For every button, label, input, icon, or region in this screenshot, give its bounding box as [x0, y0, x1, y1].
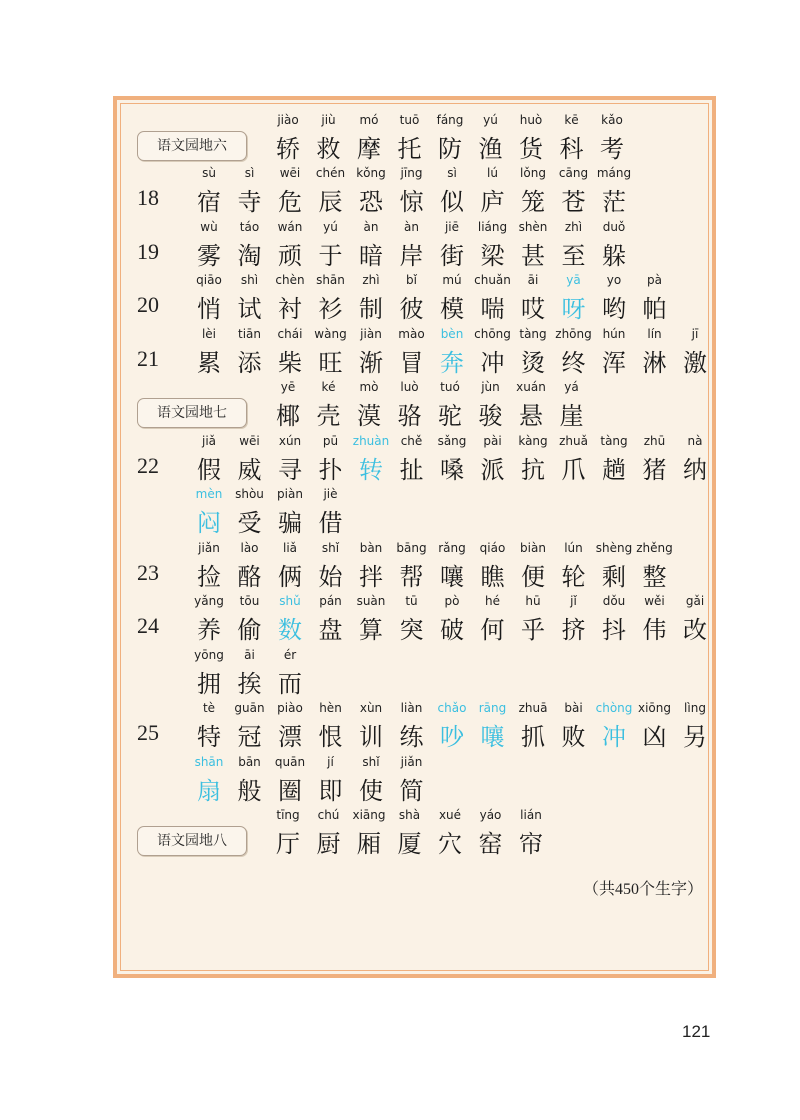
- hanzi: 激: [683, 349, 707, 377]
- hanzi: 骆: [397, 402, 422, 430]
- character-cell: [550, 380, 594, 428]
- pinyin: liǎ: [282, 541, 298, 555]
- character-cell: [673, 327, 717, 375]
- hanzi: 而: [278, 670, 302, 698]
- character-cell: [673, 701, 717, 749]
- pinyin: wán: [277, 220, 303, 234]
- hanzi: 使: [359, 777, 383, 805]
- pinyin: wù: [200, 220, 218, 234]
- lesson-number: 19: [137, 239, 159, 264]
- pinyin: àn: [363, 220, 379, 234]
- pinyin: nà: [687, 434, 703, 448]
- hanzi: 瞧: [480, 563, 505, 591]
- hanzi: 寺: [237, 188, 262, 216]
- hanzi: 般: [237, 777, 262, 805]
- pinyin: lǒng: [520, 166, 546, 180]
- pinyin: jī: [691, 327, 699, 341]
- hanzi: 帕: [642, 295, 667, 323]
- pinyin: guān: [234, 701, 265, 715]
- hanzi: 崖: [559, 402, 584, 430]
- hanzi: 剩: [602, 563, 626, 591]
- hanzi: 挤: [561, 616, 586, 644]
- pinyin: tàng: [519, 327, 547, 341]
- hanzi: 梁: [480, 242, 505, 270]
- hanzi: 嗓: [440, 456, 464, 484]
- pinyin: lín: [647, 327, 662, 341]
- hanzi: 整: [642, 563, 667, 591]
- pinyin: tàng: [600, 434, 628, 448]
- character-cell: [633, 273, 677, 321]
- hanzi: 柴: [278, 349, 302, 377]
- hanzi: 至: [561, 242, 586, 270]
- hanzi: 哎: [521, 295, 545, 323]
- pinyin: bǐ: [406, 273, 417, 287]
- hanzi: 旺: [318, 349, 343, 377]
- pinyin: yú: [323, 220, 338, 234]
- hanzi: 模: [440, 295, 464, 323]
- pinyin: mó: [359, 113, 379, 127]
- hanzi: 厅: [276, 830, 300, 858]
- pinyin: rāng: [478, 701, 507, 715]
- pinyin: dǒu: [602, 594, 626, 608]
- hanzi: 恨: [318, 723, 343, 751]
- hanzi: 躲: [602, 242, 626, 270]
- hanzi: 彼: [399, 295, 424, 323]
- lesson-number: 18: [137, 185, 159, 210]
- pinyin: máng: [596, 166, 632, 180]
- hanzi: 渔: [478, 135, 503, 163]
- pinyin: ér: [283, 648, 297, 662]
- hanzi: 始: [318, 563, 343, 591]
- hanzi: 厦: [397, 830, 422, 858]
- pinyin: wēi: [239, 434, 260, 448]
- hanzi: 惊: [399, 188, 424, 216]
- pinyin: kǒng: [356, 166, 386, 180]
- pinyin: xué: [438, 808, 462, 822]
- pinyin: chú: [317, 808, 340, 822]
- pinyin: bèn: [440, 327, 464, 341]
- hanzi: 特: [197, 723, 221, 751]
- pinyin: zhuǎ: [559, 434, 588, 448]
- hanzi: 试: [237, 295, 262, 323]
- pinyin: pū: [322, 434, 339, 448]
- pinyin: táo: [239, 220, 260, 234]
- hanzi: 改: [683, 616, 707, 644]
- hanzi: 悄: [197, 295, 221, 323]
- lesson-number: 22: [137, 453, 159, 478]
- unit-label: 语文园地七: [137, 398, 247, 428]
- hanzi: 危: [278, 188, 302, 216]
- hanzi: 帘: [519, 830, 543, 858]
- hanzi: 拌: [359, 563, 383, 591]
- lesson-number: 23: [137, 560, 159, 585]
- hanzi: 岸: [399, 242, 424, 270]
- hanzi: 扯: [399, 456, 424, 484]
- hanzi: 抖: [602, 616, 626, 644]
- pinyin: kē: [564, 113, 579, 127]
- pinyin: tū: [405, 594, 418, 608]
- hanzi: 呀: [561, 295, 586, 323]
- hanzi: 雾: [197, 242, 221, 270]
- pinyin: shì: [240, 273, 259, 287]
- pinyin: chèn: [275, 273, 305, 287]
- pinyin: sǎng: [437, 434, 467, 448]
- lesson-number: 21: [137, 346, 159, 371]
- hanzi: 哟: [602, 295, 626, 323]
- hanzi: 烫: [521, 349, 545, 377]
- hanzi: 考: [600, 135, 624, 163]
- hanzi: 受: [237, 509, 262, 537]
- hanzi: 制: [359, 295, 383, 323]
- pinyin: zhōng: [555, 327, 592, 341]
- pinyin: piàn: [277, 487, 303, 501]
- pinyin: shān: [316, 273, 345, 287]
- pinyin: āi: [527, 273, 539, 287]
- pinyin: zhěng: [636, 541, 673, 555]
- hanzi: 奔: [440, 349, 464, 377]
- pinyin: yo: [606, 273, 622, 287]
- hanzi: 扇: [197, 777, 221, 805]
- pinyin: pà: [647, 273, 662, 287]
- page-number: 121: [682, 1022, 711, 1041]
- lesson-number: 25: [137, 720, 159, 745]
- hanzi: 衫: [318, 295, 343, 323]
- hanzi: 救: [316, 135, 341, 163]
- pinyin: hū: [525, 594, 541, 608]
- pinyin: qiāo: [196, 273, 222, 287]
- pinyin: wēi: [279, 166, 301, 180]
- hanzi: 突: [399, 616, 424, 644]
- hanzi: 于: [318, 242, 343, 270]
- pinyin: yē: [280, 380, 296, 394]
- pinyin: suàn: [356, 594, 386, 608]
- pinyin: tuó: [440, 380, 460, 394]
- hanzi: 喘: [480, 295, 505, 323]
- pinyin: jiàn: [360, 327, 382, 341]
- pinyin: tè: [202, 701, 216, 715]
- pinyin: ké: [321, 380, 336, 394]
- pinyin: wàng: [314, 327, 347, 341]
- pinyin: bāng: [396, 541, 427, 555]
- pinyin: shǔ: [279, 594, 301, 608]
- hanzi: 甚: [521, 242, 545, 270]
- hanzi: 驼: [438, 402, 462, 430]
- pinyin: chě: [400, 434, 423, 448]
- hanzi: 乎: [521, 616, 545, 644]
- hanzi: 窑: [478, 830, 503, 858]
- pinyin: mò: [359, 380, 379, 394]
- pinyin: jīng: [400, 166, 423, 180]
- pinyin: jiào: [277, 113, 299, 127]
- hanzi: 防: [438, 135, 462, 163]
- pinyin: āi: [244, 648, 255, 662]
- pinyin: mèn: [195, 487, 223, 501]
- pinyin: yā: [566, 273, 581, 287]
- hanzi: 另: [683, 723, 707, 751]
- hanzi: 暗: [359, 242, 383, 270]
- pinyin: hún: [602, 327, 626, 341]
- pinyin: duǒ: [602, 220, 626, 234]
- hanzi: 悬: [519, 402, 543, 430]
- pinyin: kàng: [518, 434, 548, 448]
- pinyin: chōng: [474, 327, 511, 341]
- pinyin: zhì: [362, 273, 380, 287]
- hanzi: 庐: [480, 188, 505, 216]
- pinyin: zhū: [643, 434, 666, 448]
- hanzi: 吵: [440, 723, 464, 751]
- hanzi: 训: [359, 723, 383, 751]
- hanzi: 壳: [316, 402, 341, 430]
- pinyin: jùn: [481, 380, 500, 394]
- pinyin: lìng: [684, 701, 706, 715]
- pinyin: chén: [315, 166, 346, 180]
- pinyin: cāng: [558, 166, 589, 180]
- hanzi: 拥: [197, 670, 221, 698]
- pinyin: hèn: [319, 701, 342, 715]
- lesson-number: 20: [137, 292, 159, 317]
- hanzi: 穴: [438, 830, 462, 858]
- hanzi: 轿: [276, 135, 300, 163]
- pinyin: xuán: [516, 380, 546, 394]
- pinyin: àn: [404, 220, 419, 234]
- hanzi: 宿: [197, 188, 221, 216]
- hanzi: 货: [519, 135, 543, 163]
- pinyin: jiǎ: [201, 434, 217, 448]
- pinyin: jiè: [323, 487, 338, 501]
- pinyin: lào: [240, 541, 259, 555]
- hanzi: 嚷: [480, 723, 505, 751]
- hanzi: 寻: [278, 456, 302, 484]
- pinyin: xùn: [359, 701, 383, 715]
- pinyin: sì: [447, 166, 457, 180]
- pinyin: zhuàn: [352, 434, 390, 448]
- pinyin: tiān: [238, 327, 261, 341]
- pinyin: rǎng: [438, 541, 466, 555]
- pinyin: pán: [319, 594, 342, 608]
- character-cell: [592, 220, 636, 268]
- character-cell: [673, 594, 717, 642]
- hanzi: 猪: [642, 456, 667, 484]
- pinyin: liàn: [400, 701, 423, 715]
- pinyin: sù: [202, 166, 216, 180]
- hanzi: 冠: [237, 723, 262, 751]
- hanzi: 漠: [357, 402, 381, 430]
- pinyin: jiù: [321, 113, 336, 127]
- pinyin: yáo: [479, 808, 502, 822]
- hanzi: 扑: [318, 456, 343, 484]
- pinyin: tīng: [276, 808, 300, 822]
- hanzi: 摩: [357, 135, 381, 163]
- pinyin: xiāng: [352, 808, 386, 822]
- hanzi: 衬: [278, 295, 302, 323]
- hanzi: 厢: [357, 830, 381, 858]
- pinyin: zhuā: [518, 701, 548, 715]
- pinyin: pài: [483, 434, 502, 448]
- hanzi: 托: [397, 135, 422, 163]
- hanzi: 闷: [197, 509, 221, 537]
- pinyin: mào: [398, 327, 425, 341]
- hanzi: 冲: [602, 723, 626, 751]
- pinyin: jí: [327, 755, 334, 769]
- pinyin: chái: [277, 327, 303, 341]
- pinyin: bān: [238, 755, 261, 769]
- pinyin: jǐ: [570, 594, 577, 608]
- hanzi: 何: [480, 616, 505, 644]
- hanzi: 骏: [478, 402, 503, 430]
- pinyin: sì: [244, 166, 255, 180]
- hanzi: 败: [561, 723, 586, 751]
- pinyin: yōng: [194, 648, 224, 662]
- hanzi: 顽: [278, 242, 302, 270]
- pinyin: shòu: [235, 487, 264, 501]
- pinyin: shà: [398, 808, 421, 822]
- pinyin: tuō: [399, 113, 420, 127]
- hanzi: 凶: [642, 723, 667, 751]
- pinyin: huò: [519, 113, 543, 127]
- pinyin: qiáo: [479, 541, 506, 555]
- character-cell: [633, 541, 677, 589]
- hanzi: 恐: [359, 188, 383, 216]
- hanzi: 椰: [276, 402, 300, 430]
- hanzi: 累: [197, 349, 221, 377]
- hanzi: 假: [197, 456, 221, 484]
- hanzi: 抓: [521, 723, 545, 751]
- hanzi: 添: [237, 349, 262, 377]
- pinyin: shèng: [595, 541, 633, 555]
- pinyin: chǎo: [437, 701, 467, 715]
- pinyin: yú: [483, 113, 498, 127]
- pinyin: lún: [564, 541, 583, 555]
- pinyin: hé: [485, 594, 500, 608]
- hanzi: 冒: [399, 349, 424, 377]
- hanzi: 简: [399, 777, 424, 805]
- unit-label: 语文园地八: [137, 826, 247, 856]
- pinyin: shèn: [518, 220, 548, 234]
- hanzi: 派: [480, 456, 505, 484]
- hanzi: 骗: [278, 509, 302, 537]
- hanzi: 嚷: [440, 563, 464, 591]
- pinyin: fáng: [436, 113, 464, 127]
- hanzi: 科: [559, 135, 584, 163]
- hanzi: 街: [440, 242, 464, 270]
- hanzi: 破: [440, 616, 464, 644]
- pinyin: xiōng: [638, 701, 671, 715]
- pinyin: tōu: [239, 594, 260, 608]
- pinyin: piào: [277, 701, 303, 715]
- hanzi: 淘: [237, 242, 262, 270]
- hanzi: 辰: [318, 188, 343, 216]
- pinyin: yá: [564, 380, 579, 394]
- hanzi: 转: [359, 456, 383, 484]
- hanzi: 渐: [359, 349, 383, 377]
- character-cell: [390, 755, 434, 803]
- hanzi: 算: [359, 616, 383, 644]
- hanzi: 抗: [521, 456, 545, 484]
- hanzi: 茫: [602, 188, 626, 216]
- hanzi: 帮: [399, 563, 424, 591]
- hanzi: 轮: [561, 563, 586, 591]
- pinyin: biàn: [520, 541, 546, 555]
- hanzi: 爪: [561, 456, 586, 484]
- hanzi: 厨: [316, 830, 341, 858]
- pinyin: shān: [194, 755, 224, 769]
- pinyin: chòng: [595, 701, 633, 715]
- pinyin: quān: [274, 755, 306, 769]
- hanzi: 浑: [602, 349, 626, 377]
- character-cell: [673, 434, 717, 482]
- pinyin: yǎng: [194, 594, 224, 608]
- pinyin: luò: [400, 380, 419, 394]
- hanzi: 圈: [278, 777, 302, 805]
- hanzi: 威: [237, 456, 262, 484]
- hanzi: 练: [399, 723, 424, 751]
- pinyin: gǎi: [685, 594, 705, 608]
- hanzi: 俩: [278, 563, 302, 591]
- hanzi: 即: [318, 777, 343, 805]
- pinyin: jiǎn: [400, 755, 423, 769]
- hanzi: 苍: [561, 188, 586, 216]
- pinyin: zhì: [564, 220, 583, 234]
- hanzi: 淋: [642, 349, 667, 377]
- hanzi: 终: [561, 349, 586, 377]
- hanzi: 似: [440, 188, 464, 216]
- hanzi: 纳: [683, 456, 707, 484]
- pinyin: xún: [278, 434, 302, 448]
- pinyin: shǐ: [362, 755, 380, 769]
- hanzi: 伟: [642, 616, 667, 644]
- hanzi: 数: [278, 616, 302, 644]
- hanzi: 便: [521, 563, 545, 591]
- pinyin: wěi: [644, 594, 665, 608]
- hanzi: 偷: [237, 616, 262, 644]
- unit-label: 语文园地六: [137, 131, 247, 161]
- hanzi: 盘: [318, 616, 343, 644]
- character-cell: [509, 808, 553, 856]
- lesson-number: 24: [137, 613, 159, 638]
- hanzi: 漂: [278, 723, 302, 751]
- pinyin: lèi: [201, 327, 217, 341]
- pinyin: bàn: [359, 541, 383, 555]
- pinyin: liáng: [477, 220, 508, 234]
- character-cell: [590, 113, 634, 161]
- pinyin: shǐ: [321, 541, 340, 555]
- pinyin: mú: [442, 273, 462, 287]
- pinyin: chuǎn: [474, 273, 511, 287]
- total-count: （共450个生字）: [582, 881, 703, 898]
- pinyin: pò: [444, 594, 460, 608]
- character-cell: [309, 487, 353, 535]
- hanzi: 冲: [480, 349, 505, 377]
- pinyin: lián: [520, 808, 542, 822]
- pinyin: jiē: [444, 220, 460, 234]
- pinyin: kǎo: [601, 113, 623, 127]
- hanzi: 养: [197, 616, 221, 644]
- hanzi: 挨: [237, 670, 262, 698]
- hanzi: 借: [318, 509, 343, 537]
- character-cell: [268, 648, 312, 696]
- hanzi: 酪: [237, 563, 262, 591]
- pinyin: lú: [487, 166, 498, 180]
- character-cell: [592, 166, 636, 214]
- pinyin: jiǎn: [198, 541, 220, 555]
- hanzi: 笼: [521, 188, 545, 216]
- hanzi: 趟: [602, 456, 626, 484]
- hanzi: 捡: [197, 563, 221, 591]
- pinyin: bài: [564, 701, 583, 715]
